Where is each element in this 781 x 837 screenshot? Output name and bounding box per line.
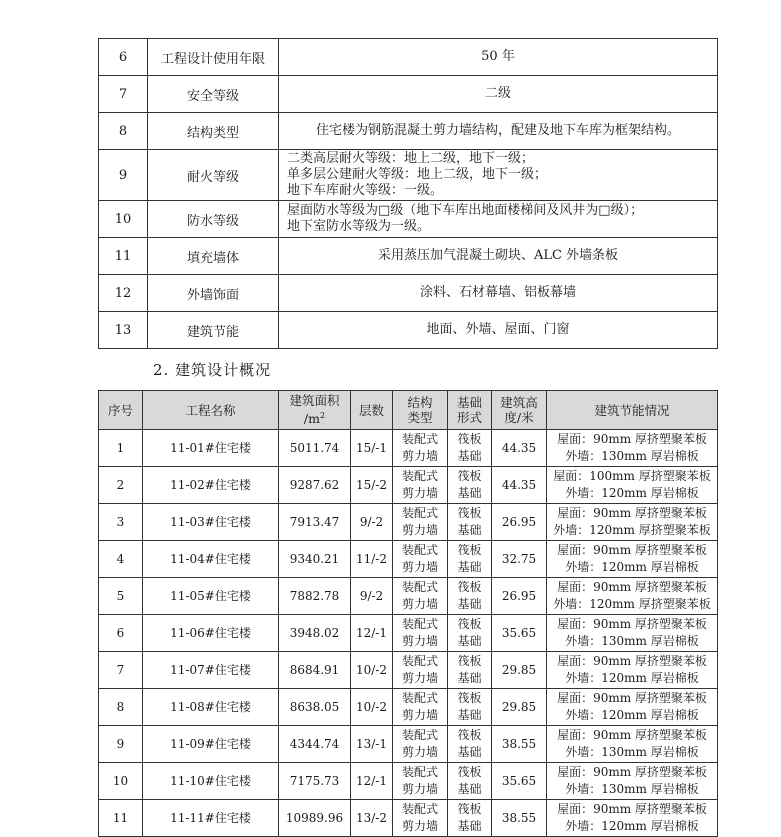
energy-info-line: 外墙：120mm 厚岩棉板	[565, 708, 699, 722]
foundation-type-line: 基础	[457, 634, 482, 648]
energy-info	[547, 430, 718, 467]
energy-info	[547, 541, 718, 578]
structure-type-line: 剪力墙	[401, 486, 438, 500]
building-height: 29.85	[492, 652, 547, 689]
energy-info-line: 外墙：130mm 厚岩棉板	[565, 634, 699, 648]
energy-info-line: 外墙：120mm 厚岩棉板	[565, 671, 699, 685]
header-foundation-line1: 基础	[456, 395, 482, 410]
structure-type-line: 装配式	[401, 506, 438, 520]
design-row-content	[279, 275, 718, 312]
energy-info-line: 屋面：90mm 厚挤塑聚苯板	[557, 432, 707, 446]
building-height: 38.55	[492, 800, 547, 837]
row-number: 11	[99, 800, 143, 837]
design-row	[99, 201, 718, 238]
building-area: 9287.62	[279, 467, 351, 504]
building-height: 29.85	[492, 689, 547, 726]
structure-type	[393, 615, 448, 652]
project-name: 11-01#住宅楼	[143, 430, 279, 467]
header-floors: 层数	[351, 391, 393, 430]
design-row	[99, 238, 718, 275]
energy-info-line: 外墙：120mm 厚岩棉板	[565, 560, 699, 574]
design-row-item: 安全等级	[148, 76, 279, 113]
project-name: 11-06#住宅楼	[143, 615, 279, 652]
foundation-type-line: 基础	[457, 745, 482, 759]
building-area: 9340.21	[279, 541, 351, 578]
design-parameters-body	[99, 39, 718, 349]
foundation-type	[448, 467, 492, 504]
header-structure-line1: 结构	[407, 395, 433, 410]
energy-info-line: 外墙：130mm 厚岩棉板	[565, 782, 699, 796]
energy-info-line: 外墙：120mm 厚岩棉板	[565, 486, 699, 500]
project-name: 11-07#住宅楼	[143, 652, 279, 689]
structure-type	[393, 652, 448, 689]
design-row-content-line: 涂料、石材幕墙、铝板幕墙	[419, 285, 576, 300]
floor-count: 12/-1	[351, 615, 393, 652]
table-row	[99, 430, 718, 467]
building-area: 8684.91	[279, 652, 351, 689]
energy-info-line: 屋面：90mm 厚挤塑聚苯板	[557, 580, 707, 594]
floor-count: 15/-1	[351, 430, 393, 467]
foundation-type	[448, 504, 492, 541]
header-name: 工程名称	[143, 391, 279, 430]
design-row-content	[279, 113, 718, 150]
energy-info-line: 外墙：120mm 厚挤塑聚苯板	[553, 523, 711, 537]
energy-info-line: 外墙：130mm 厚岩棉板	[565, 745, 699, 759]
header-area-line2: /m	[303, 411, 320, 427]
design-row-item: 外墙饰面	[148, 275, 279, 312]
energy-info-line: 外墙：130mm 厚岩棉板	[565, 449, 699, 463]
row-number: 8	[99, 689, 143, 726]
foundation-type-line: 筏板	[457, 728, 482, 742]
row-number: 1	[99, 430, 143, 467]
structure-type-line: 装配式	[401, 580, 438, 594]
building-height: 26.95	[492, 578, 547, 615]
structure-type	[393, 541, 448, 578]
structure-type	[393, 467, 448, 504]
energy-info	[547, 615, 718, 652]
design-row-content-line: 地下室防水等级为一级。	[287, 219, 431, 234]
foundation-type-line: 筏板	[457, 580, 482, 594]
header-height	[492, 391, 547, 430]
header-foundation-line2: 形式	[456, 410, 482, 425]
energy-info	[547, 467, 718, 504]
design-row-content-line: 单多层公建耐火等级：地上二级，地下一级；	[287, 167, 548, 182]
table-row	[99, 763, 718, 800]
table-row	[99, 726, 718, 763]
foundation-type-line: 筏板	[457, 802, 482, 816]
floor-count: 9/-2	[351, 504, 393, 541]
design-row-item: 防水等级	[148, 201, 279, 238]
structure-type-line: 装配式	[401, 765, 438, 779]
foundation-type-line: 基础	[457, 819, 482, 833]
table-row	[99, 689, 718, 726]
design-parameters-table	[98, 38, 718, 349]
header-energy: 建筑节能情况	[547, 391, 718, 430]
structure-type	[393, 800, 448, 837]
design-row-content-line: 50 年	[481, 49, 515, 64]
foundation-type-line: 筏板	[457, 617, 482, 631]
row-number: 9	[99, 726, 143, 763]
design-row-content-line: 采用蒸压加气混凝土砌块、ALC 外墙条板	[377, 248, 619, 263]
design-row-number: 10	[99, 201, 148, 238]
floor-count: 15/-2	[351, 467, 393, 504]
foundation-type-line: 筏板	[457, 654, 482, 668]
structure-type	[393, 504, 448, 541]
building-area: 7175.73	[279, 763, 351, 800]
design-row-number: 7	[99, 76, 148, 113]
energy-info	[547, 763, 718, 800]
header-no: 序号	[99, 391, 143, 430]
building-height: 44.35	[492, 467, 547, 504]
energy-info-line: 屋面：90mm 厚挤塑聚苯板	[557, 654, 707, 668]
design-row-number: 6	[99, 39, 148, 76]
design-row	[99, 275, 718, 312]
table-row	[99, 800, 718, 837]
energy-info-line: 屋面：100mm 厚挤塑聚苯板	[553, 469, 711, 483]
design-row-item: 填充墙体	[148, 238, 279, 275]
row-number: 3	[99, 504, 143, 541]
row-number: 6	[99, 615, 143, 652]
building-area: 7882.78	[279, 578, 351, 615]
building-area: 7913.47	[279, 504, 351, 541]
structure-type-line: 剪力墙	[401, 449, 438, 463]
energy-info	[547, 800, 718, 837]
floor-count: 10/-2	[351, 689, 393, 726]
energy-info-line: 外墙：120mm 厚挤塑聚苯板	[553, 597, 711, 611]
structure-type-line: 装配式	[401, 617, 438, 631]
floor-count: 13/-1	[351, 726, 393, 763]
header-structure	[393, 391, 448, 430]
building-area: 5011.74	[279, 430, 351, 467]
foundation-type-line: 筏板	[457, 469, 482, 483]
energy-info-line: 外墙：120mm 厚岩棉板	[565, 819, 699, 833]
project-name: 11-10#住宅楼	[143, 763, 279, 800]
design-row-number: 11	[99, 238, 148, 275]
building-area: 8638.05	[279, 689, 351, 726]
structure-type-line: 装配式	[401, 432, 438, 446]
design-row-content	[279, 76, 718, 113]
structure-type-line: 装配式	[401, 469, 438, 483]
design-row-content-line: 屋面防水等级为□级（地下车库出地面楼梯间及风井为□级）；	[287, 203, 644, 218]
design-row-content	[279, 150, 718, 201]
energy-info	[547, 689, 718, 726]
foundation-type-line: 筏板	[457, 765, 482, 779]
floor-count: 10/-2	[351, 652, 393, 689]
structure-type	[393, 726, 448, 763]
structure-type	[393, 430, 448, 467]
project-name: 11-08#住宅楼	[143, 689, 279, 726]
header-foundation	[448, 391, 492, 430]
foundation-type-line: 基础	[457, 708, 482, 722]
building-height: 26.95	[492, 504, 547, 541]
energy-info-line: 屋面：90mm 厚挤塑聚苯板	[557, 765, 707, 779]
structure-type-line: 剪力墙	[401, 597, 438, 611]
floor-count: 9/-2	[351, 578, 393, 615]
design-row-content-line: 住宅楼为钢筋混凝土剪力墙结构，配建及地下车库为框架结构。	[315, 123, 680, 138]
building-overview-table	[98, 390, 718, 837]
design-row-content-line: 地下车库耐火等级：一级。	[287, 183, 444, 198]
design-row-content	[279, 312, 718, 349]
structure-type-line: 剪力墙	[401, 523, 438, 537]
energy-info	[547, 578, 718, 615]
row-number: 7	[99, 652, 143, 689]
design-row-number: 8	[99, 113, 148, 150]
design-row-content-line: 地面、外墙、屋面、门窗	[426, 322, 570, 337]
floor-count: 13/-2	[351, 800, 393, 837]
structure-type-line: 装配式	[401, 802, 438, 816]
header-height-line2: 度/米	[504, 410, 534, 425]
floor-count: 11/-2	[351, 541, 393, 578]
foundation-type	[448, 800, 492, 837]
foundation-type	[448, 541, 492, 578]
structure-type	[393, 578, 448, 615]
project-name: 11-05#住宅楼	[143, 578, 279, 615]
design-row-content	[279, 238, 718, 275]
design-row	[99, 39, 718, 76]
energy-info	[547, 504, 718, 541]
energy-info-line: 屋面：90mm 厚挤塑聚苯板	[557, 506, 707, 520]
header-height-line1: 建筑高	[500, 395, 538, 410]
project-name: 11-02#住宅楼	[143, 467, 279, 504]
building-table-body	[99, 430, 718, 837]
structure-type-line: 剪力墙	[401, 745, 438, 759]
foundation-type-line: 筏板	[457, 432, 482, 446]
design-row-content	[279, 201, 718, 238]
design-row	[99, 150, 718, 201]
header-area-line1: 建筑面积	[289, 393, 340, 409]
structure-type	[393, 689, 448, 726]
project-name: 11-11#住宅楼	[143, 800, 279, 837]
design-row	[99, 113, 718, 150]
structure-type-line: 装配式	[401, 543, 438, 557]
structure-type-line: 剪力墙	[401, 634, 438, 648]
building-height: 38.55	[492, 726, 547, 763]
project-name: 11-09#住宅楼	[143, 726, 279, 763]
table-row	[99, 541, 718, 578]
design-row-content-line: 二类高层耐火等级：地上二级，地下一级；	[287, 151, 535, 166]
structure-type-line: 装配式	[401, 654, 438, 668]
design-row-item: 结构类型	[148, 113, 279, 150]
foundation-type-line: 筏板	[457, 691, 482, 705]
building-area: 3948.02	[279, 615, 351, 652]
structure-type-line: 装配式	[401, 691, 438, 705]
building-area: 4344.74	[279, 726, 351, 763]
design-row-number: 12	[99, 275, 148, 312]
structure-type-line: 装配式	[401, 728, 438, 742]
foundation-type	[448, 430, 492, 467]
structure-type-line: 剪力墙	[401, 560, 438, 574]
foundation-type	[448, 578, 492, 615]
foundation-type	[448, 763, 492, 800]
building-table-header	[99, 391, 718, 430]
foundation-type-line: 筏板	[457, 543, 482, 557]
energy-info-line: 屋面：90mm 厚挤塑聚苯板	[557, 691, 707, 705]
structure-type-line: 剪力墙	[401, 671, 438, 685]
foundation-type	[448, 689, 492, 726]
design-row	[99, 312, 718, 349]
energy-info-line: 屋面：90mm 厚挤塑聚苯板	[557, 617, 707, 631]
header-row	[99, 391, 718, 430]
row-number: 2	[99, 467, 143, 504]
design-row-content	[279, 39, 718, 76]
row-number: 4	[99, 541, 143, 578]
table-row	[99, 578, 718, 615]
design-row-item: 耐火等级	[148, 150, 279, 201]
design-row-item: 建筑节能	[148, 312, 279, 349]
design-row-number: 9	[99, 150, 148, 201]
header-area-sup: 2	[319, 411, 326, 421]
foundation-type-line: 基础	[457, 597, 482, 611]
foundation-type-line: 筏板	[457, 506, 482, 520]
header-area	[279, 391, 351, 430]
project-name: 11-03#住宅楼	[143, 504, 279, 541]
row-number: 10	[99, 763, 143, 800]
foundation-type-line: 基础	[457, 782, 482, 796]
energy-info	[547, 726, 718, 763]
table-row	[99, 652, 718, 689]
design-row-content-line: 二级	[484, 86, 511, 101]
design-row-number: 13	[99, 312, 148, 349]
structure-type-line: 剪力墙	[401, 708, 438, 722]
header-structure-line2: 类型	[407, 410, 433, 425]
building-height: 32.75	[492, 541, 547, 578]
energy-info-line: 屋面：90mm 厚挤塑聚苯板	[557, 802, 707, 816]
building-area: 10989.96	[279, 800, 351, 837]
foundation-type-line: 基础	[457, 449, 482, 463]
building-height: 35.65	[492, 763, 547, 800]
design-row	[99, 76, 718, 113]
table-row	[99, 504, 718, 541]
foundation-type-line: 基础	[457, 560, 482, 574]
energy-info-line: 屋面：90mm 厚挤塑聚苯板	[557, 728, 707, 742]
building-height: 35.65	[492, 615, 547, 652]
structure-type-line: 剪力墙	[401, 782, 438, 796]
foundation-type	[448, 726, 492, 763]
foundation-type-line: 基础	[457, 486, 482, 500]
energy-info	[547, 652, 718, 689]
design-row-item: 工程设计使用年限	[148, 39, 279, 76]
energy-info-line: 屋面：90mm 厚挤塑聚苯板	[557, 543, 707, 557]
foundation-type-line: 基础	[457, 523, 482, 537]
structure-type	[393, 763, 448, 800]
floor-count: 12/-1	[351, 763, 393, 800]
foundation-type	[448, 615, 492, 652]
foundation-type	[448, 652, 492, 689]
section-heading: 2. 建筑设计概况	[153, 361, 272, 379]
foundation-type-line: 基础	[457, 671, 482, 685]
structure-type-line: 剪力墙	[401, 819, 438, 833]
table-row	[99, 467, 718, 504]
building-height: 44.35	[492, 430, 547, 467]
project-name: 11-04#住宅楼	[143, 541, 279, 578]
row-number: 5	[99, 578, 143, 615]
table-row	[99, 615, 718, 652]
